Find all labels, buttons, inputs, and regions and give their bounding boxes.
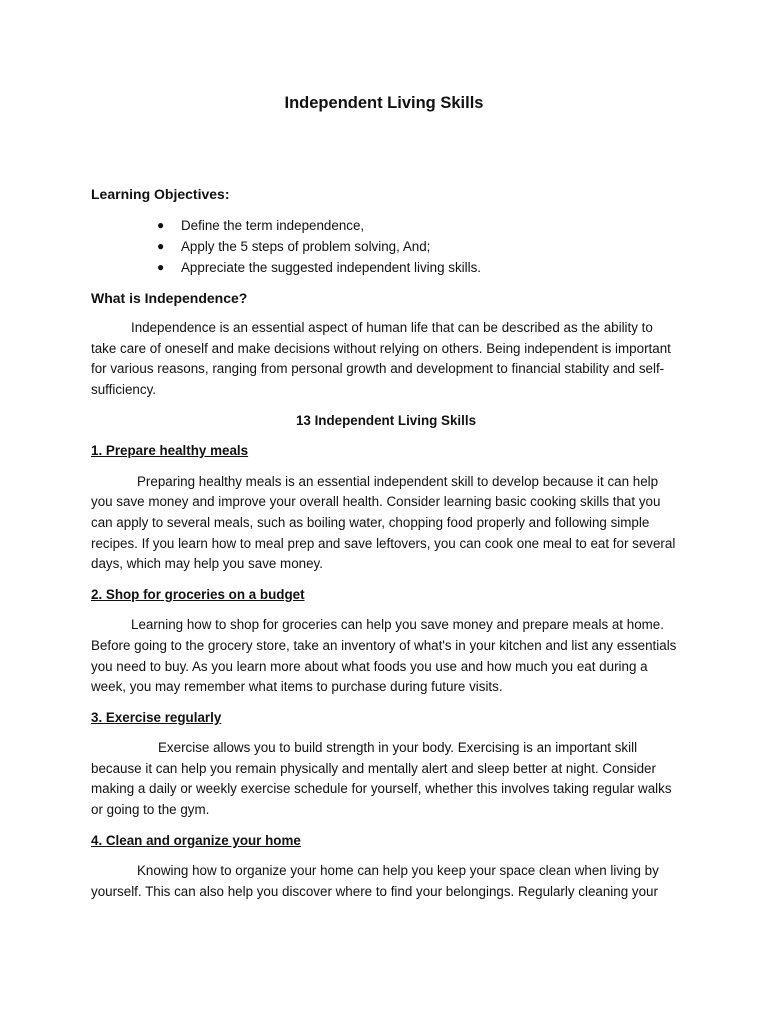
objectives-list: [91, 215, 681, 278]
what-is-independence-paragraph: Independence is an essential aspect of human life that can be described as the ability to take care of oneself and make decisions without relying on others. Being independent is important for various reasons, ranging from personal growth and development to financial stability and self-sufficiency.: [91, 320, 671, 397]
skill-heading-exercise: 3. Exercise regularly: [91, 709, 222, 725]
skill-paragraph-prepare-meals: Preparing healthy meals is an essential independent skill to develop because it can help you save money and improve your overall health. Consider learning basic cooking skills that you can apply to several meals, such as boiling water, chopping food properly and following simple recipes. If you learn how to meal prep and save leftovers, you can cook one meal to eat for several days, which may help you save money.: [91, 473, 676, 572]
list-item: [157, 215, 681, 236]
bullet-icon: ●: [157, 259, 165, 274]
objective-text: Define the term independence,: [181, 217, 365, 233]
learning-objectives-heading: Learning Objectives:: [91, 186, 230, 202]
skill-heading-groceries: 2. Shop for groceries on a budget: [91, 586, 305, 602]
skill-heading-clean-home: 4. Clean and organize your home: [91, 832, 301, 848]
skill-paragraph-clean-home: Knowing how to organize your home can help you keep your space clean when living by yourself. This can also help you discover where to find your belongings. Regularly cleaning your: [91, 863, 659, 899]
page-title: Independent Living Skills: [284, 94, 484, 112]
objective-text: Apply the 5 steps of problem solving, And;: [181, 238, 431, 254]
skills-list-heading: 13 Independent Living Skills: [295, 412, 477, 428]
skill-paragraph-groceries: Learning how to shop for groceries can help you save money and prepare meals at home. Before going to the grocery store, take an inventory of what's in your kitchen and list any essentials you need to buy. As you learn more about what foods you use and how much you eat during a week, you may remember what items to purchase during future visits.: [91, 617, 677, 695]
list-item: [157, 236, 681, 257]
what-is-independence-heading: What is Independence?: [91, 289, 248, 306]
skill-paragraph-exercise: Exercise allows you to build strength in your body. Exercising is an important skill because it can help you remain physically and mentally alert and sleep better at night. Consider making a daily or weekly exercise schedule for yourself, whether this involves taking regular walks or going to the gym.: [91, 740, 672, 818]
list-item: [157, 257, 681, 278]
bullet-icon: ●: [157, 217, 165, 232]
document-body: [91, 184, 681, 912]
skill-heading-prepare-meals: 1. Prepare healthy meals: [91, 443, 249, 459]
objective-text: Appreciate the suggested independent living skills.: [181, 259, 481, 275]
bullet-icon: ●: [157, 238, 165, 253]
